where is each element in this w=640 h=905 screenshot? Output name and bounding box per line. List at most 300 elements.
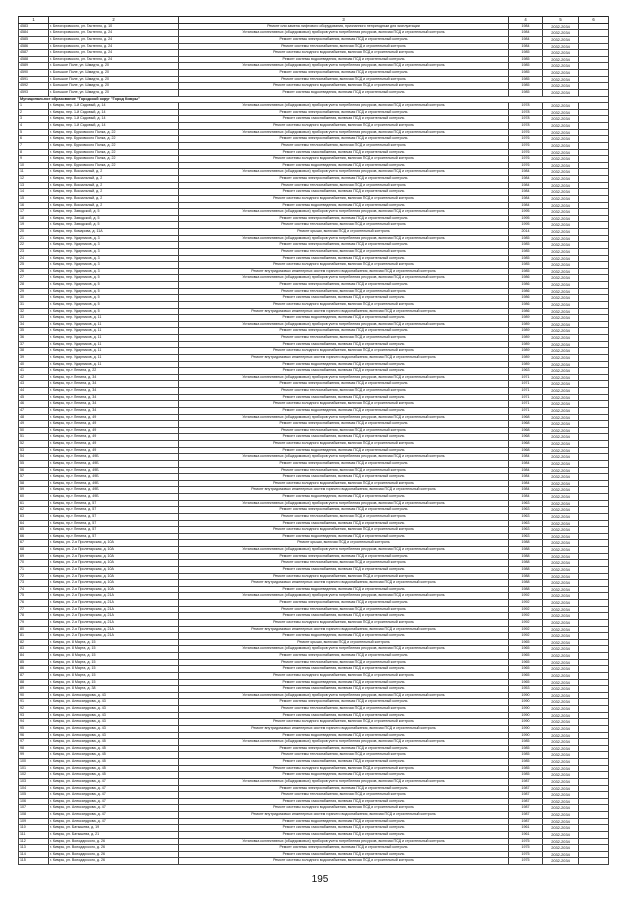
table-cell-col-5: 2032-2034 — [543, 123, 579, 130]
table-row — [19, 540, 609, 547]
table-cell-col-3: Ремонт системы холодного водоснабжения, включая ПСД и строительный контроль — [179, 858, 509, 865]
table-row — [19, 116, 609, 123]
table-cell-col-1: 54 — [19, 454, 49, 461]
table-cell-col-2: г. Кимры, ул. Батышева, д. 19 — [49, 825, 179, 832]
table-cell-col-6 — [579, 83, 609, 90]
table-cell-col-2: г. Кимры, ул. Александрова, д. 47 — [49, 818, 179, 825]
table-cell-col-2: г. Белогоровского, ул. Гастелло, д. 10 — [49, 23, 179, 30]
table-cell-col-1: 103 — [19, 778, 49, 785]
table-cell-col-6 — [579, 222, 609, 229]
table-cell-col-6 — [579, 785, 609, 792]
table-cell-col-3: Ремонт системы водоотведения, включая ПСД и строительный контроль — [179, 494, 509, 501]
table-cell-col-6 — [579, 255, 609, 262]
table-cell-col-6 — [579, 354, 609, 361]
table-cell-col-5: 2032-2034 — [543, 103, 579, 110]
table-row — [19, 494, 609, 501]
table-cell-col-5: 2032-2034 — [543, 83, 579, 90]
table-cell-col-3: Ремонт системы газоснабжения, включая ПСД и строительный контроль — [179, 255, 509, 262]
table-cell-col-3: Ремонт внутридомовых инженерных систем горячего водоснабжения, включая ПСД и строительный контроль — [179, 580, 509, 587]
table-cell-col-4: 1989 — [509, 361, 543, 368]
table-cell-col-1: 107 — [19, 805, 49, 812]
table-cell-col-5: 2032-2034 — [543, 719, 579, 726]
table-row — [19, 315, 609, 322]
table-cell-col-2: г. Кимры, ул. 2-я Пролетарская, д. 10А — [49, 586, 179, 593]
table-cell-col-6 — [579, 335, 609, 342]
table-cell-col-3: Ремонт системы холодного водоснабжения, включая ПСД и строительный контроль — [179, 619, 509, 626]
table-cell-col-4: 1971 — [509, 374, 543, 381]
table-cell-col-4: 1965 — [509, 679, 543, 686]
table-cell-col-1: 11 — [19, 169, 49, 176]
table-cell-col-3: Ремонт крыши, включая ПСД и строительный контроль — [179, 639, 509, 646]
table-cell-col-1: 2 — [19, 109, 49, 116]
table-cell-col-1: 45 — [19, 394, 49, 401]
table-row — [19, 381, 609, 388]
table-cell-col-1: 88 — [19, 679, 49, 686]
table-cell-col-6 — [579, 633, 609, 640]
table-cell-col-5: 2032-2034 — [543, 613, 579, 620]
table-cell-col-2: г. Кимры, пер. Ударников, д. 3 — [49, 268, 179, 275]
table-cell-col-5: 2032-2034 — [543, 732, 579, 739]
table-cell-col-6 — [579, 301, 609, 308]
table-row — [19, 30, 609, 37]
table-cell-col-5: 2032-2034 — [543, 421, 579, 428]
table-cell-col-4: 1989 — [509, 328, 543, 335]
table-cell-col-5: 2032-2034 — [543, 36, 579, 43]
table-cell-col-5: 2032-2034 — [543, 527, 579, 534]
table-cell-col-1: 53 — [19, 447, 49, 454]
table-cell-col-1: 4588 — [19, 56, 49, 63]
table-cell-col-2: г. Кимры, ул. 2-я Пролетарская, д. 10А — [49, 573, 179, 580]
table-cell-col-1: 56 — [19, 467, 49, 474]
table-cell-col-1: 35 — [19, 328, 49, 335]
table-cell-col-1: 39 — [19, 354, 49, 361]
table-cell-col-4: 1985 — [509, 268, 543, 275]
table-cell-col-6 — [579, 778, 609, 785]
table-cell-col-3: Ремонт внутридомовых инженерных систем горячего водоснабжения, включая ПСД и строительный контроль — [179, 308, 509, 315]
table-cell-col-6 — [579, 507, 609, 514]
table-row — [19, 686, 609, 693]
table-cell-col-5: 2032-2034 — [543, 341, 579, 348]
table-cell-col-3: Установка коллективных (общедомовых) приборов учета потребления ресурсов, включая ПСД и строительный контроль — [179, 500, 509, 507]
table-cell-col-2: г. Кимры, пер. Ударников, д. 11 — [49, 354, 179, 361]
table-cell-col-6 — [579, 321, 609, 328]
table-cell-col-3: Ремонт системы электроснабжения, включая ПСД и строительный контроль — [179, 109, 509, 116]
table-cell-col-3: Ремонт системы электроснабжения, включая ПСД и строительный контроль — [179, 421, 509, 428]
table-cell-col-5: 2032-2034 — [543, 460, 579, 467]
table-cell-col-2: г. Кимры, ул. Александрова, д. 45 — [49, 752, 179, 759]
table-row — [19, 566, 609, 573]
table-cell-col-3: Ремонт системы электроснабжения, включая ПСД и строительный контроль — [179, 600, 509, 607]
table-cell-col-6 — [579, 182, 609, 189]
table-cell-col-2: г. Кимры, ул. Александрова, д. 47 — [49, 792, 179, 799]
table-cell-col-6 — [579, 573, 609, 580]
table-cell-col-3: Ремонт внутридомовых инженерных систем горячего водоснабжения, включая ПСД и строительный контроль — [179, 626, 509, 633]
table-cell-col-1: 109 — [19, 818, 49, 825]
table-cell-col-6 — [579, 759, 609, 766]
table-cell-col-4: 1990 — [509, 712, 543, 719]
table-cell-col-1: 64 — [19, 520, 49, 527]
table-cell-col-3: Ремонт крыши, включая ПСД и строительный контроль — [179, 540, 509, 547]
table-cell-col-4: 1965 — [509, 659, 543, 666]
table-cell-col-2: г. Кимры, пр-т Ленина, д. 57 — [49, 527, 179, 534]
table-cell-col-6 — [579, 195, 609, 202]
table-cell-col-3: Установка коллективных (общедомовых) приборов учета потребления ресурсов, включая ПСД и строительный контроль — [179, 454, 509, 461]
table-cell-col-4: 1971 — [509, 394, 543, 401]
table-cell-col-2: г. Кимры, пер. Ударников, д. 11 — [49, 328, 179, 335]
table-cell-col-1: 49 — [19, 421, 49, 428]
table-row — [19, 374, 609, 381]
table-cell-col-1: 97 — [19, 739, 49, 746]
table-row — [19, 745, 609, 752]
table-cell-col-3: Установка коллективных (общедомовых) приборов учета потребления ресурсов, включая ПСД и строительный контроль — [179, 209, 509, 216]
table-cell-col-3: Ремонт системы газоснабжения, включая ПСД и строительный контроль — [179, 759, 509, 766]
table-cell-col-5: 2032-2034 — [543, 189, 579, 196]
table-cell-col-5: 2032-2034 — [543, 547, 579, 554]
table-cell-col-1: 4591 — [19, 76, 49, 83]
table-body-main — [19, 103, 609, 865]
table-cell-col-5: 2032-2034 — [543, 851, 579, 858]
table-cell-col-3: Установка коллективных (общедомовых) приборов учета потребления ресурсов, включая ПСД и строительный контроль — [179, 778, 509, 785]
table-row — [19, 639, 609, 646]
table-row — [19, 818, 609, 825]
table-cell-col-4: 1975 — [509, 851, 543, 858]
table-cell-col-2: г. Кимры, пер. Ударников, д. 11 — [49, 348, 179, 355]
table-cell-col-1: 13 — [19, 182, 49, 189]
table-cell-col-4: 1985 — [509, 242, 543, 249]
table-cell-col-4: 1984 — [509, 43, 543, 50]
table-cell-col-3: Установка коллективных (общедомовых) приборов учета потребления ресурсов, включая ПСД и строительный контроль — [179, 838, 509, 845]
table-cell-col-6 — [579, 308, 609, 315]
table-cell-col-2: г. Кимры, ул. Александрова, д. 43 — [49, 732, 179, 739]
table-cell-col-3: Ремонт системы электроснабжения, включая ПСД и строительный контроль — [179, 70, 509, 77]
table-cell-col-6 — [579, 50, 609, 57]
table-cell-col-5: 2032-2034 — [543, 301, 579, 308]
table-row — [19, 63, 609, 70]
table-cell-col-3: Ремонт системы электроснабжения, включая ПСД и строительный контроль — [179, 699, 509, 706]
table-cell-col-1: 5 — [19, 129, 49, 136]
table-header — [19, 17, 609, 24]
table-cell-col-3: Ремонт системы теплоснабжения, включая ПСД и строительный контроль — [179, 222, 509, 229]
table-cell-col-3: Ремонт системы электроснабжения, включая ПСД и строительный контроль — [179, 507, 509, 514]
table-cell-col-1: 60 — [19, 494, 49, 501]
table-row — [19, 341, 609, 348]
table-cell-col-1: 47 — [19, 407, 49, 414]
table-cell-col-2: г. Кимры, пр-т Ленина, д. 49Б — [49, 467, 179, 474]
table-cell-col-4: 1987 — [509, 805, 543, 812]
table-cell-col-2: г. Кимры, пер. Ударников, д. 5 — [49, 288, 179, 295]
table-row — [19, 361, 609, 368]
table-cell-col-5: 2032-2034 — [543, 321, 579, 328]
table-cell-col-4: 1987 — [509, 778, 543, 785]
table-cell-col-3: Ремонт системы водоотведения, включая ПСД и строительный контроль — [179, 315, 509, 322]
table-row — [19, 123, 609, 130]
table-cell-col-4: 1961 — [509, 825, 543, 832]
table-cell-col-3: Ремонт системы электроснабжения, включая ПСД и строительный контроль — [179, 553, 509, 560]
table-cell-col-2: г. Кимры, пер. Бурковского Полка, д. 22 — [49, 162, 179, 169]
table-cell-col-2: г. Кимры, ул. Володарского, д. 26 — [49, 838, 179, 845]
table-cell-col-2: г. Кимры, ул. Александрова, д. 45 — [49, 759, 179, 766]
table-cell-col-3: Ремонт системы электроснабжения, включая ПСД и строительный контроль — [179, 785, 509, 792]
table-cell-col-1: 102 — [19, 772, 49, 779]
table-cell-col-6 — [579, 229, 609, 236]
table-cell-col-3: Ремонт системы водоотведения, включая ПСД и строительный контроль — [179, 447, 509, 454]
table-cell-col-4: 1976 — [509, 129, 543, 136]
table-cell-col-2: г. Кимры, пер. Ударников, д. 3 — [49, 262, 179, 269]
table-cell-col-6 — [579, 686, 609, 693]
table-cell-col-3: Установка коллективных (общедомовых) приборов учета потребления ресурсов, включая ПСД и строительный контроль — [179, 103, 509, 110]
table-cell-col-4: 1965 — [509, 653, 543, 660]
table-cell-col-2: г. Кимры, ул. 2-я Пролетарская, д. 21А — [49, 600, 179, 607]
table-cell-col-4: 1985 — [509, 765, 543, 772]
table-cell-col-3: Ремонт системы газоснабжения, включая ПСД и строительный контроль — [179, 394, 509, 401]
table-cell-col-2: г. Кимры, ул. Батышева, д. 21 — [49, 831, 179, 838]
table-row — [19, 434, 609, 441]
table-cell-col-1: 92 — [19, 706, 49, 713]
table-cell-col-4: 1992 — [509, 606, 543, 613]
table-cell-col-2: г. Кимры, ул. 2-я Пролетарская, д. 10А — [49, 540, 179, 547]
table-cell-col-1: 91 — [19, 699, 49, 706]
table-row — [19, 23, 609, 30]
table-cell-col-2: г. Кимры, пер. Заводской, д. 5 — [49, 215, 179, 222]
table-cell-col-6 — [579, 739, 609, 746]
table-row — [19, 666, 609, 673]
table-cell-col-5: 2032-2034 — [543, 268, 579, 275]
table-cell-col-1: 9 — [19, 156, 49, 163]
table-cell-col-6 — [579, 447, 609, 454]
table-cell-col-6 — [579, 242, 609, 249]
table-cell-col-4: 1986 — [509, 301, 543, 308]
table-cell-col-6 — [579, 547, 609, 554]
table-cell-col-6 — [579, 341, 609, 348]
table-cell-col-2: г. Кимры, пер. Бурковского Полка, д. 22 — [49, 136, 179, 143]
table-cell-col-6 — [579, 434, 609, 441]
table-cell-col-4: 1985 — [509, 56, 543, 63]
table-row — [19, 70, 609, 77]
table-cell-col-1: 114 — [19, 851, 49, 858]
table-cell-col-5: 2032-2034 — [543, 573, 579, 580]
table-cell-col-1: 55 — [19, 460, 49, 467]
table-cell-col-4: 1963 — [509, 520, 543, 527]
table-cell-col-4: 1990 — [509, 706, 543, 713]
table-cell-col-4: 1988 — [509, 580, 543, 587]
table-row — [19, 401, 609, 408]
table-row — [19, 242, 609, 249]
table-cell-col-1: 4587 — [19, 50, 49, 57]
table-cell-col-2: г. Кимры, пер. 1-й Садовый, д. 14 — [49, 123, 179, 130]
table-cell-col-3: Ремонт системы водоотведения, включая ПСД и строительный контроль — [179, 202, 509, 209]
table-cell-col-6 — [579, 282, 609, 289]
table-cell-col-2: г. Кимры, пр-т Ленина, д. 49Б — [49, 480, 179, 487]
table-cell-col-6 — [579, 765, 609, 772]
table-cell-col-1: 76 — [19, 600, 49, 607]
table-row — [19, 368, 609, 375]
table-cell-col-6 — [579, 805, 609, 812]
table-row — [19, 606, 609, 613]
table-row — [19, 513, 609, 520]
table-cell-col-5: 2032-2034 — [543, 354, 579, 361]
table-cell-col-4: 1985 — [509, 83, 543, 90]
table-cell-col-4: 1965 — [509, 646, 543, 653]
table-row — [19, 752, 609, 759]
table-cell-col-5: 2032-2034 — [543, 407, 579, 414]
table-cell-col-4: 1984 — [509, 23, 543, 30]
table-cell-col-2: г. Белогоровского, ул. Гастелло, д. 24 — [49, 36, 179, 43]
table-cell-col-6 — [579, 474, 609, 481]
table-cell-col-5: 2032-2034 — [543, 381, 579, 388]
table-cell-col-6 — [579, 116, 609, 123]
table-row — [19, 321, 609, 328]
table-cell-col-6 — [579, 672, 609, 679]
table-row — [19, 50, 609, 57]
table-cell-col-6 — [579, 374, 609, 381]
table-cell-col-6 — [579, 639, 609, 646]
table-cell-col-4: 1971 — [509, 407, 543, 414]
table-cell-col-4: 1971 — [509, 401, 543, 408]
table-row — [19, 388, 609, 395]
table-cell-col-3: Ремонт системы водоотведения, включая ПСД и строительный контроль — [179, 56, 509, 63]
table-cell-col-1: 4589 — [19, 63, 49, 70]
table-cell-col-3: Ремонт системы электроснабжения, включая ПСД и строительный контроль — [179, 653, 509, 660]
table-cell-col-3: Ремонт системы электроснабжения, включая ПСД и строительный контроль — [179, 215, 509, 222]
table-cell-col-6 — [579, 606, 609, 613]
table-cell-col-1: 115 — [19, 858, 49, 865]
table-cell-col-5: 2032-2034 — [543, 248, 579, 255]
table-cell-col-3: Ремонт системы газоснабжения, включая ПСД и строительный контроль — [179, 341, 509, 348]
table-cell-col-6 — [579, 76, 609, 83]
table-cell-col-1: 68 — [19, 547, 49, 554]
table-row — [19, 785, 609, 792]
table-cell-col-2: г. Кимры, пр-т Ленина, д. 49 — [49, 434, 179, 441]
table-cell-col-4: 1984 — [509, 474, 543, 481]
table-cell-col-4: 1992 — [509, 626, 543, 633]
section-header — [19, 96, 609, 103]
table-cell-col-6 — [579, 613, 609, 620]
header-col-5: 5 — [543, 17, 579, 24]
table-row — [19, 580, 609, 587]
table-cell-col-1: 40 — [19, 361, 49, 368]
table-cell-col-5: 2032-2034 — [543, 798, 579, 805]
table-cell-col-3: Ремонт системы холодного водоснабжения, включая ПСД и строительный контроль — [179, 301, 509, 308]
table-row — [19, 619, 609, 626]
table-cell-col-5: 2032-2034 — [543, 812, 579, 819]
table-row — [19, 487, 609, 494]
table-cell-col-2: г. Кимры, пер. Ударников, д. 11 — [49, 341, 179, 348]
table-cell-col-4: 1965 — [509, 639, 543, 646]
table-cell-col-1: 50 — [19, 427, 49, 434]
table-cell-col-5: 2032-2034 — [543, 262, 579, 269]
table-cell-col-3: Ремонт системы холодного водоснабжения, включая ПСД и строительный контроль — [179, 441, 509, 448]
table-cell-col-2: г. Кимры, пр-т Ленина, д. 22 — [49, 368, 179, 375]
table-cell-col-4: 1984 — [509, 36, 543, 43]
table-cell-col-4: 1987 — [509, 785, 543, 792]
table-cell-col-5: 2032-2034 — [543, 858, 579, 865]
table-cell-col-3: Ремонт системы теплоснабжения, включая ПСД и строительный контроль — [179, 76, 509, 83]
table-row — [19, 348, 609, 355]
table-cell-col-2: г. Кимры, ул. 8 Марта, д. 15 — [49, 666, 179, 673]
table-cell-col-4: 1968 — [509, 427, 543, 434]
table-cell-col-3: Ремонт системы холодного водоснабжения, включая ПСД и строительный контроль — [179, 527, 509, 534]
table-cell-col-5: 2032-2034 — [543, 169, 579, 176]
table-cell-col-5: 2032-2034 — [543, 745, 579, 752]
table-cell-col-2: г. Кимры, ул. Александрова, д. 43 — [49, 719, 179, 726]
table-cell-col-4: 1984 — [509, 169, 543, 176]
table-cell-col-3: Ремонт системы электроснабжения, включая ПСД и строительный контроль — [179, 460, 509, 467]
table-cell-col-4: 1995 — [509, 209, 543, 216]
table-row — [19, 553, 609, 560]
table-cell-col-3: Установка коллективных (общедомовых) приборов учета потребления ресурсов, включая ПСД и строительный контроль — [179, 129, 509, 136]
table-cell-col-5: 2032-2034 — [543, 765, 579, 772]
table-cell-col-6 — [579, 295, 609, 302]
table-cell-col-5: 2032-2034 — [543, 30, 579, 37]
table-cell-col-5: 2032-2034 — [543, 686, 579, 693]
table-cell-col-5: 2032-2034 — [543, 825, 579, 832]
table-cell-col-2: г. Большое Поле, ул. Шмидта, д. 20 — [49, 89, 179, 96]
table-cell-col-1: 84 — [19, 653, 49, 660]
table-row — [19, 56, 609, 63]
table-cell-col-1: 83 — [19, 646, 49, 653]
table-cell-col-5: 2032-2034 — [543, 560, 579, 567]
table-cell-col-2: г. Кимры, ул. 2-я Пролетарская, д. 21А — [49, 606, 179, 613]
table-cell-col-6 — [579, 460, 609, 467]
table-cell-col-6 — [579, 732, 609, 739]
table-cell-col-3: Установка коллективных (общедомовых) приборов учета потребления ресурсов, включая ПСД и строительный контроль — [179, 30, 509, 37]
table-cell-col-4: 1988 — [509, 540, 543, 547]
table-cell-col-1: 30 — [19, 295, 49, 302]
table-row — [19, 858, 609, 865]
table-cell-col-2: г. Кимры, пр-т Ленина, д. 49 — [49, 447, 179, 454]
table-cell-col-5: 2032-2034 — [543, 706, 579, 713]
table-cell-col-1: 63 — [19, 513, 49, 520]
table-cell-col-2: г. Кимры, ул. Александрова, д. 45 — [49, 765, 179, 772]
table-row — [19, 778, 609, 785]
table-cell-col-4: 1978 — [509, 103, 543, 110]
table-cell-col-6 — [579, 103, 609, 110]
table-cell-col-6 — [579, 646, 609, 653]
table-cell-col-5: 2032-2034 — [543, 553, 579, 560]
table-cell-col-4: 1988 — [509, 566, 543, 573]
table-cell-col-5: 2032-2034 — [543, 586, 579, 593]
table-cell-col-2: г. Кимры, пер. Ударников, д. 11 — [49, 361, 179, 368]
table-row — [19, 613, 609, 620]
table-cell-col-4: 1985 — [509, 76, 543, 83]
table-cell-col-6 — [579, 593, 609, 600]
table-cell-col-6 — [579, 56, 609, 63]
header-col-3: 3 — [179, 17, 509, 24]
table-cell-col-5: 2032-2034 — [543, 394, 579, 401]
table-cell-col-2: г. Кимры, ул. 8 Марта, д. 15 — [49, 672, 179, 679]
table-cell-col-4: 1976 — [509, 156, 543, 163]
table-cell-col-3: Ремонт системы холодного водоснабжения, включая ПСД и строительный контроль — [179, 123, 509, 130]
table-row — [19, 262, 609, 269]
table-row — [19, 653, 609, 660]
table-cell-col-6 — [579, 494, 609, 501]
table-cell-col-6 — [579, 394, 609, 401]
table-cell-col-3: Ремонт системы холодного водоснабжения, включая ПСД и строительный контроль — [179, 348, 509, 355]
table-row — [19, 421, 609, 428]
table-cell-col-5: 2032-2034 — [543, 739, 579, 746]
table-row — [19, 394, 609, 401]
table-cell-col-5: 2032-2034 — [543, 388, 579, 395]
table-cell-col-5: 2032-2034 — [543, 725, 579, 732]
table-cell-col-4: 1975 — [509, 845, 543, 852]
table-cell-col-1: 51 — [19, 434, 49, 441]
table-cell-col-5: 2032-2034 — [543, 831, 579, 838]
table-cell-col-3: Ремонт системы газоснабжения, включая ПСД и строительный контроль — [179, 116, 509, 123]
table-row — [19, 460, 609, 467]
table-cell-col-3: Ремонт системы газоснабжения, включая ПСД и строительный контроль — [179, 434, 509, 441]
table-row — [19, 765, 609, 772]
table-row — [19, 222, 609, 229]
